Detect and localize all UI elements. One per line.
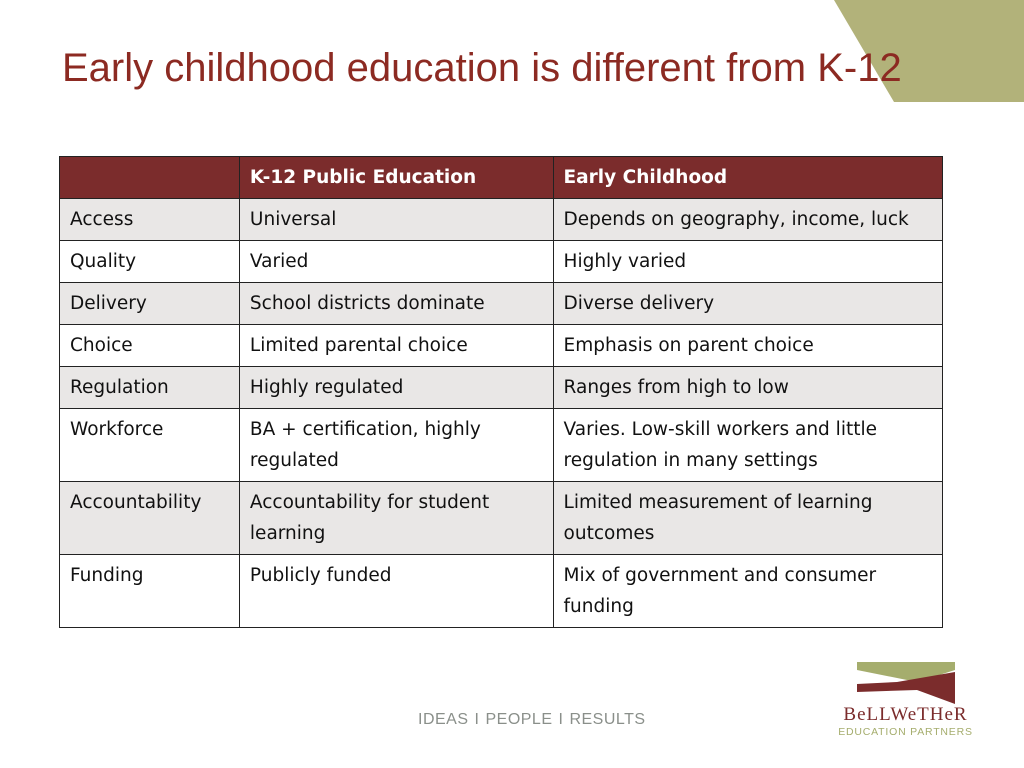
table-row — [60, 241, 943, 283]
k12-cell: Varied — [239, 241, 553, 283]
tagline-separator: I — [474, 711, 480, 728]
early-childhood-cell: Varies. Low-skill workers and little regulation in many settings — [553, 409, 942, 482]
row-label: Access — [60, 199, 240, 241]
header-cell-empty — [60, 157, 240, 199]
tagline-separator: I — [558, 711, 564, 728]
footer-tagline — [418, 711, 646, 729]
tagline-ideas: IDEAS — [418, 711, 469, 728]
k12-cell: Accountability for student learning — [239, 482, 553, 555]
table-row — [60, 283, 943, 325]
row-label: Choice — [60, 325, 240, 367]
logo-subtitle: EDUCATION PARTNERS — [838, 726, 973, 738]
early-childhood-cell: Mix of government and consumer funding — [553, 555, 942, 628]
k12-cell: Limited parental choice — [239, 325, 553, 367]
header-cell-early-childhood: Early Childhood — [553, 157, 942, 199]
tagline-people: PEOPLE — [485, 711, 553, 728]
early-childhood-cell: Emphasis on parent choice — [553, 325, 942, 367]
header-cell-k12: K-12 Public Education — [239, 157, 553, 199]
row-label: Workforce — [60, 409, 240, 482]
row-label: Accountability — [60, 482, 240, 555]
early-childhood-cell: Diverse delivery — [553, 283, 942, 325]
k12-cell: BA + certification, highly regulated — [239, 409, 553, 482]
table-row — [60, 555, 943, 628]
early-childhood-cell: Depends on geography, income, luck — [553, 199, 942, 241]
table-header-row — [60, 157, 943, 199]
slide-title: Early childhood education is different from K-12 — [62, 46, 902, 90]
bellwether-logo-mark-icon — [857, 660, 955, 704]
row-label: Regulation — [60, 367, 240, 409]
tagline-results: RESULTS — [569, 711, 646, 728]
logo-name: BeLLWeTHeR — [843, 704, 968, 725]
k12-cell: Highly regulated — [239, 367, 553, 409]
table-row — [60, 199, 943, 241]
row-label: Funding — [60, 555, 240, 628]
table-row — [60, 367, 943, 409]
table-row — [60, 482, 943, 555]
row-label: Delivery — [60, 283, 240, 325]
table-row — [60, 325, 943, 367]
early-childhood-cell: Ranges from high to low — [553, 367, 942, 409]
k12-cell: Universal — [239, 199, 553, 241]
early-childhood-cell: Highly varied — [553, 241, 942, 283]
comparison-table — [59, 156, 943, 628]
k12-cell: Publicly funded — [239, 555, 553, 628]
table-row — [60, 409, 943, 482]
k12-cell: School districts dominate — [239, 283, 553, 325]
early-childhood-cell: Limited measurement of learning outcomes — [553, 482, 942, 555]
row-label: Quality — [60, 241, 240, 283]
